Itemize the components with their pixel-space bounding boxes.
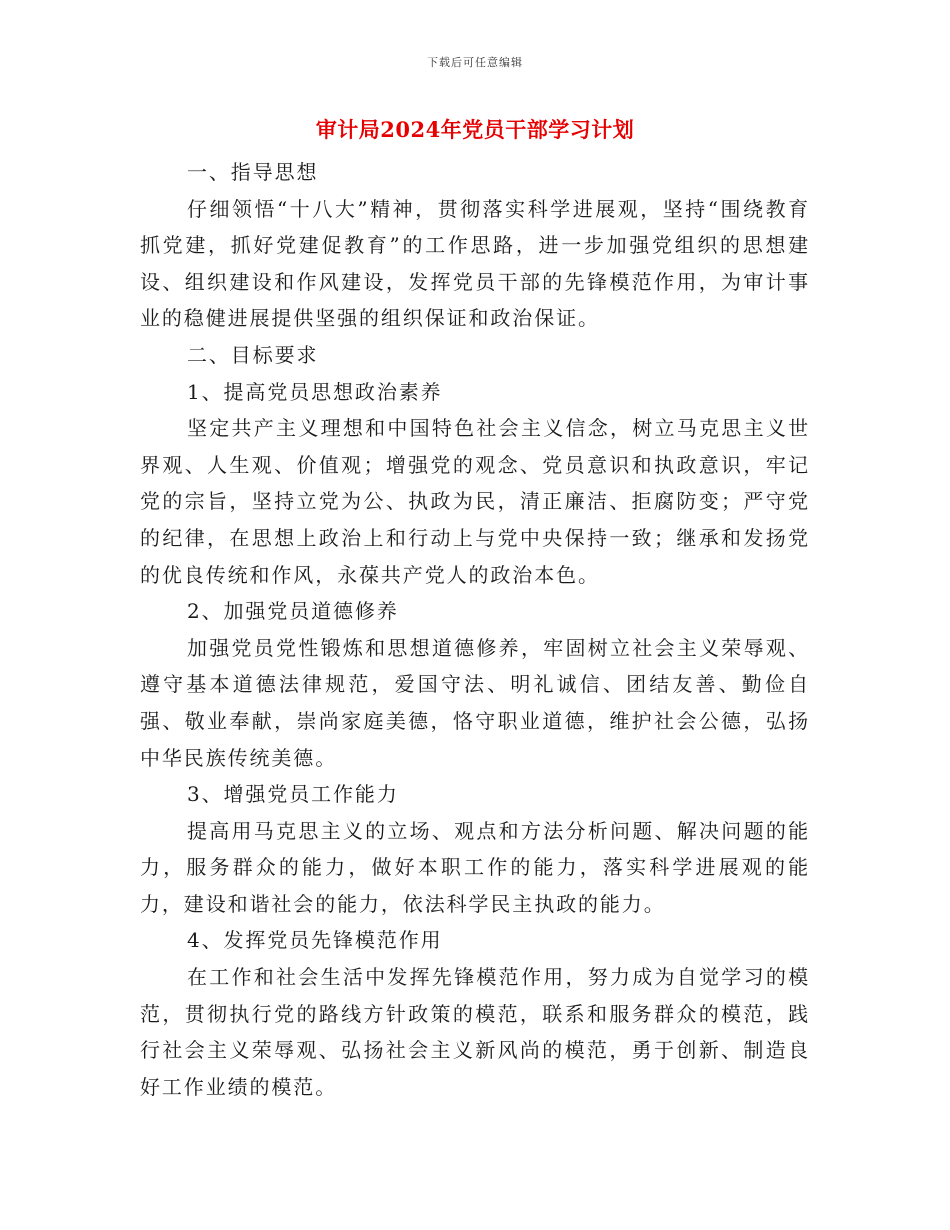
subheading-vanguard-role: 4、发挥党员先锋模范作用 [187,928,443,953]
paragraph-moral-cultivation: 加强党员党性锻炼和思想道德修养，牢固树立社会主义荣辱观、遵守基本道德法律规范，爱国守法、明礼诚信、团结友善、勤俭自强、敬业奉献，崇尚家庭美德，恪守职业道德，维护社会公德，弘扬中华民族传统美德。 [140,635,810,770]
document-title: 审计局2024年党员干部学习计划 [315,117,635,142]
document-body [140,154,810,1105]
paragraph-vanguard-role: 在工作和社会生活中发挥先锋模范作用，努力成为自觉学习的模范，贯彻执行党的路线方针政策的模范，联系和服务群众的模范，践行社会主义荣辱观、弘扬社会主义新风尚的模范，勇于创新、制造良好工作业绩的模范。 [140,965,810,1099]
section-heading-goals: 二、目标要求 [187,342,319,367]
subheading-political-quality: 1、提高党员思想政治素养 [187,379,443,404]
paragraph-political-quality: 坚定共产主义理想和中国特色社会主义信念，树立马克思主义世界观、人生观、价值观；增强党的观念、党员意识和执政意识，牢记党的宗旨，坚持立党为公、执政为民，清正廉洁、拒腐防变；严守党的纪律，在思想上政治上和行动上与党中央保持一致；继承和发扬党的优良传统和作风，永葆共产党人的政治本色。 [140,416,810,587]
subheading-work-ability: 3、增强党员工作能力 [187,782,399,807]
subheading-moral-cultivation: 2、加强党员道德修养 [187,599,399,624]
section-heading-guiding-ideology: 一、指导思想 [187,160,319,184]
header-note: 下载后可任意编辑 [427,56,523,69]
paragraph-work-ability: 提高用马克思主义的立场、观点和方法分析问题、解决问题的能力，服务群众的能力，做好本职工作的能力，落实科学进展观的能力，建设和谐社会的能力，依法科学民主执政的能力。 [140,818,810,916]
paragraph-guiding-ideology: 仔细领悟“十八大”精神，贯彻落实科学进展观，坚持“围绕教育抓党建，抓好党建促教育”的工作思路，进一步加强党组织的思想建设、组织建设和作风建设，发挥党员干部的先锋模范作用，为审计事业的稳健进展提供坚强的组织保证和政治保证。 [140,196,810,331]
